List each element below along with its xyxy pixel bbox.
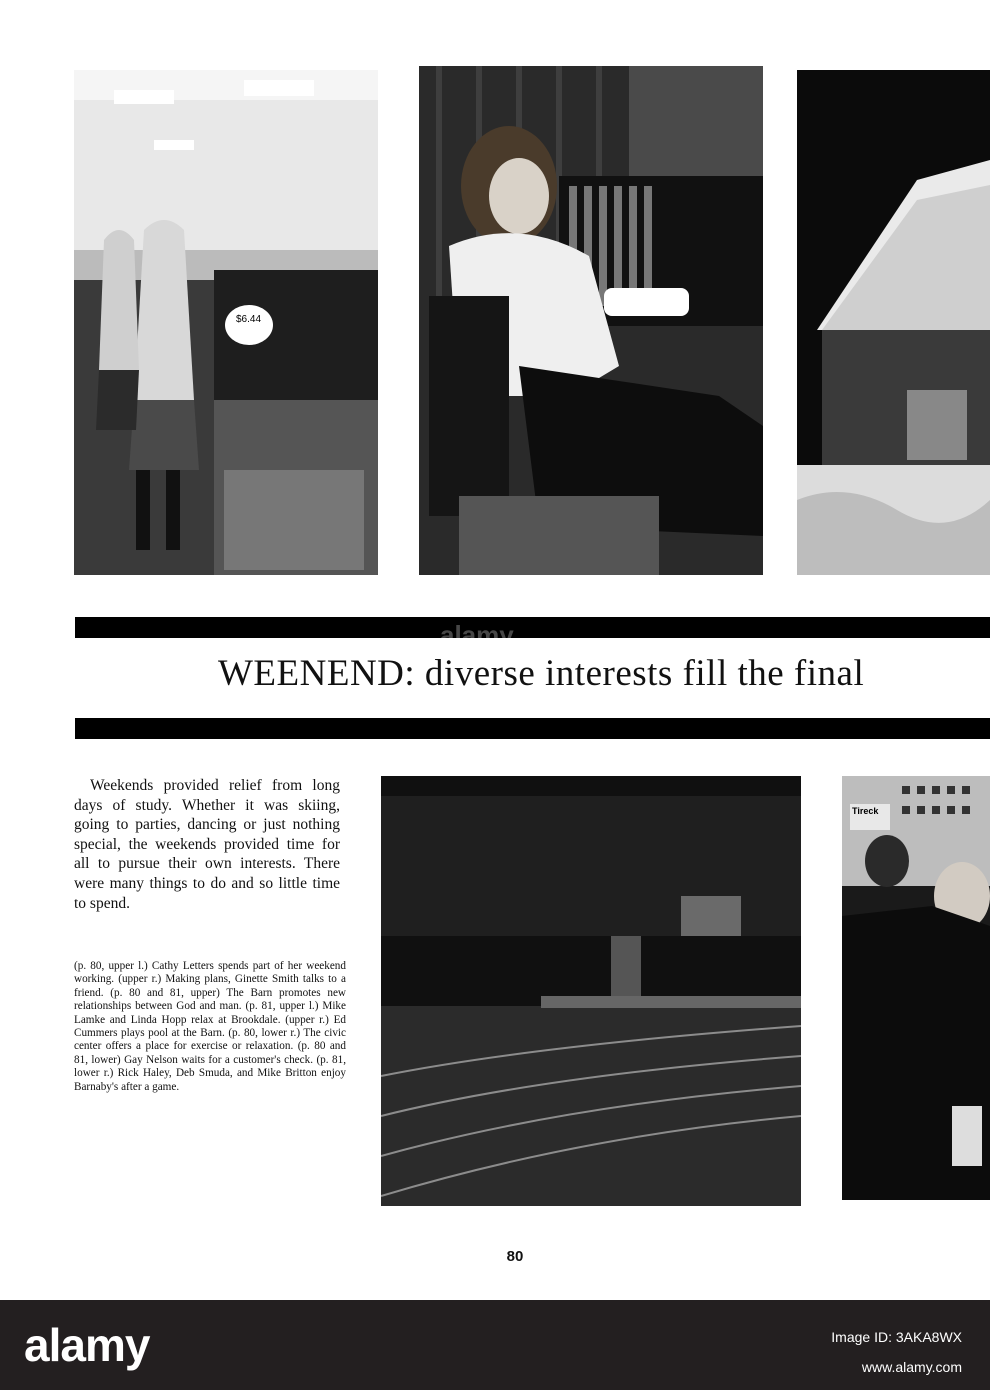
photo-captions: (p. 80, upper l.) Cathy Letters spends part of her weekend working. (upper r.) Making plans, Ginette Smith talks to a friend. (p. 80 and 81, upper) The Barn promotes new relationships between God and man. (p. 81, upper l.) Mike Lamke and Linda Hopp relax at Brookdale. (upper r.) Ed Cummers plays pool at the Barn. (p. 80, lower r.) The civic center offers a place for exercise or relaxation. (p. 80 and 81, lower) Gay Nelson waits for a customer's check. (p. 81, lower r.) Rick Haley, Deb Smuda, and Mike Britton enjoy Barnaby's after a game. [74, 960, 346, 1093]
page-number: 80 [506, 1248, 524, 1265]
photo-barn-night [797, 70, 990, 575]
photo-phone-call [419, 66, 763, 575]
page-headline: WEENEND: diverse interests fill the final [218, 653, 865, 694]
stock-footer [0, 1300, 990, 1390]
intro-paragraph: Weekends provided relief from long days of study. Whether it was skiing, going to parties, dancing or just nothing special, the weekends provided time for all to pursue their own interests. There were many things to do and so little time to spend. [74, 777, 340, 912]
image-id: Image ID: 3AKA8WX [831, 1329, 962, 1345]
bottom-rule [75, 718, 990, 739]
brand-logo: alamy [24, 1319, 150, 1371]
price-tag: $6.44 [236, 314, 262, 325]
store-sign: Tireck [852, 806, 879, 816]
photo-civic-center-pool [381, 776, 801, 1206]
photo-barnabys-customers [842, 776, 990, 1200]
photo-store-worker [74, 70, 378, 575]
top-rule [75, 617, 990, 638]
watermark: alamy [440, 620, 514, 650]
footer-meta [831, 1322, 962, 1382]
site-url[interactable]: www.alamy.com [861, 1359, 962, 1375]
